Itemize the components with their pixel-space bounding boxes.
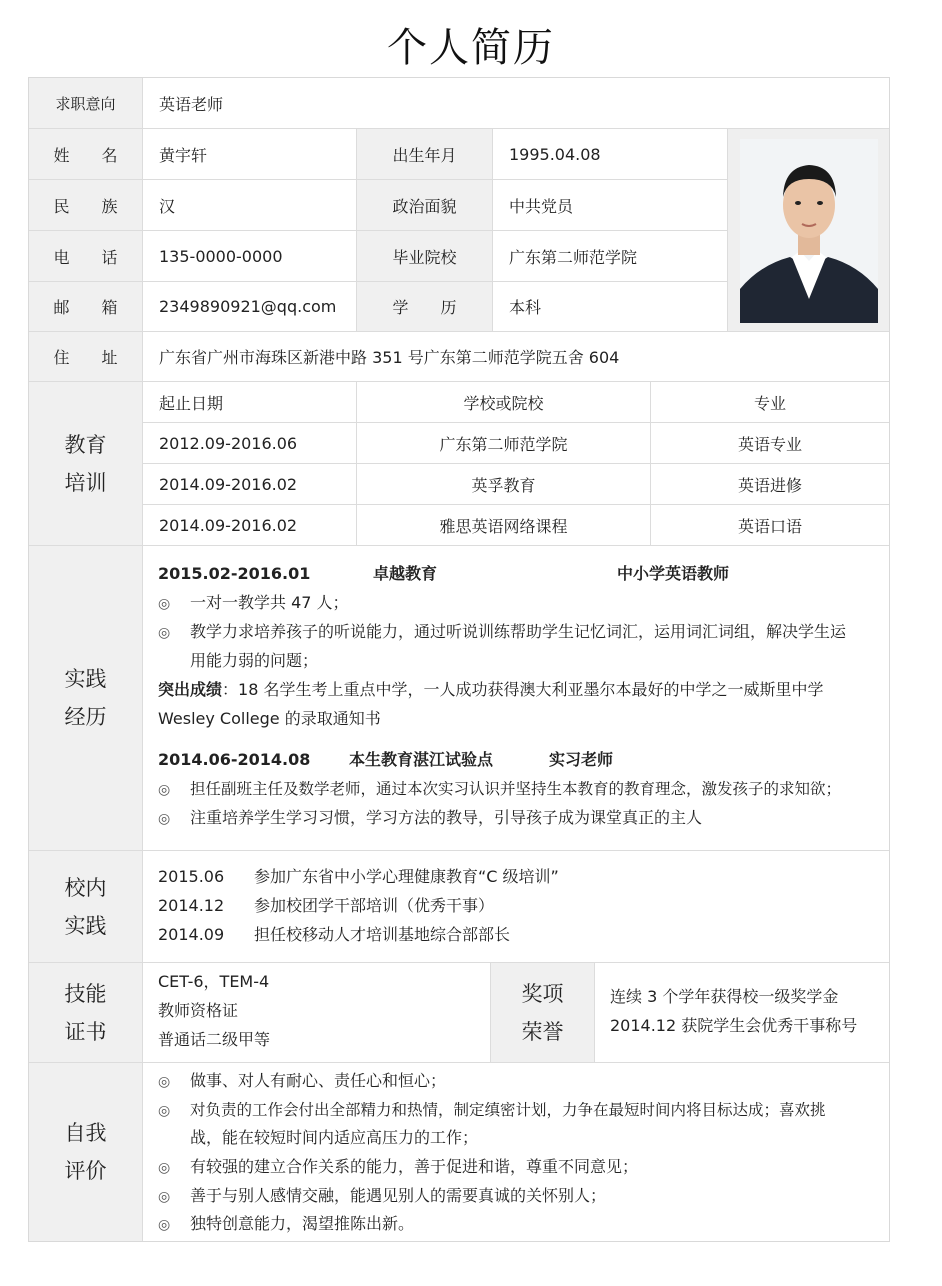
- job1-org: 卓越教育: [373, 564, 438, 583]
- achievement-line: 突出成绩：18 名学生考上重点中学，一人成功获得澳大利亚墨尔本最好的中学之一威斯里中学: [158, 680, 824, 699]
- edu-row-major: 英语口语: [651, 505, 889, 546]
- name-label: 姓 名: [29, 129, 143, 180]
- awards-content: [595, 963, 889, 1063]
- bullet-icon: ◎: [158, 782, 171, 798]
- photo-frame: [728, 129, 889, 332]
- skill-item: 普通话二级甲等: [158, 1030, 271, 1049]
- self-label-line1: 自我: [64, 1121, 107, 1145]
- resume-table: [28, 77, 890, 1242]
- self-label: [29, 1063, 143, 1241]
- bullet-icon: ◎: [158, 1189, 171, 1205]
- phone-value: 135-0000-0000: [143, 231, 357, 282]
- edu-row-school: 雅思英语网络课程: [357, 505, 651, 546]
- profile-photo: [740, 139, 878, 323]
- job2-org: 本生教育湛江试验点: [349, 750, 494, 769]
- school-value: 广东第二师范学院: [493, 231, 728, 282]
- address-label: 住 址: [29, 332, 143, 382]
- objective-value: 英语老师: [143, 78, 889, 129]
- campus-label-line1: 校内: [64, 875, 107, 900]
- list-item: ◎ 教学力求培养孩子的听说能力，通过听说训练帮助学生记忆词汇，运用词汇词组，解决学生运: [158, 618, 846, 647]
- ethnic-value: 汉: [143, 180, 357, 231]
- practice-label-line2: 经历: [64, 705, 107, 729]
- phone-label: 电 话: [29, 231, 143, 282]
- page-title: 个人简历: [387, 25, 555, 71]
- objective-label: 求职意向: [29, 78, 143, 129]
- campus-text: 参加广东省中小学心理健康教育“C 级培训”: [254, 867, 559, 886]
- bullet-icon: ◎: [158, 625, 171, 641]
- edu-header-school: 学校或院校: [357, 382, 651, 423]
- political-label: 政治面貌: [357, 180, 493, 231]
- list-item: ◎ 一对一教学共 47 人；: [158, 589, 349, 618]
- job2-role: 实习老师: [549, 750, 614, 769]
- skills-content: [143, 963, 491, 1063]
- list-item: ◎ 对负责的工作会付出全部精力和热情，制定缜密计划，力争在最短时间内将目标达成；喜欢挑: [158, 1096, 826, 1125]
- campus-label: [29, 851, 143, 963]
- bullet-icon: ◎: [158, 596, 171, 612]
- awards-label-line1: 奖项: [521, 981, 564, 1006]
- campus-date: 2014.09: [158, 925, 225, 944]
- email-label: 邮 箱: [29, 282, 143, 332]
- edu-row-date: 2014.09-2016.02: [143, 464, 357, 505]
- campus-content: [143, 851, 889, 963]
- bullet-icon: ◎: [158, 1103, 171, 1119]
- degree-label: 学 历: [357, 282, 493, 332]
- campus-date: 2015.06: [158, 867, 225, 886]
- bullet-icon: ◎: [158, 811, 171, 827]
- list-item: ◎ 注重培养学生学习习惯，学习方法的教导，引导孩子成为课堂真正的主人: [158, 804, 702, 833]
- bullet-icon: ◎: [158, 1217, 171, 1233]
- campus-label-line2: 实践: [64, 913, 107, 938]
- edu-row-school: 英孚教育: [357, 464, 651, 505]
- edu-row-date: 2012.09-2016.06: [143, 423, 357, 464]
- list-item: ◎ 善于与别人感情交融，能遇见别人的需要真诚的关怀别人；: [158, 1182, 606, 1211]
- practice-label-line1: 实践: [64, 667, 107, 691]
- list-item-continuation: 战，能在较短时间内适应高压力的工作；: [190, 1128, 479, 1147]
- email-value: 2349890921@qq.com: [143, 282, 357, 332]
- bullet-icon: ◎: [158, 1160, 171, 1176]
- skill-item: 教师资格证: [158, 1001, 239, 1020]
- job2-period: 2014.06-2014.08: [158, 750, 311, 769]
- job1-period: 2015.02-2016.01: [158, 564, 311, 583]
- edu-row-school: 广东第二师范学院: [357, 423, 651, 464]
- list-item: ◎ 有较强的建立合作关系的能力，善于促进和谐，尊重不同意见；: [158, 1153, 638, 1182]
- achievement-line-2: Wesley College 的录取通知书: [158, 709, 381, 728]
- skills-label-line1: 技能: [64, 981, 107, 1006]
- education-label: [29, 382, 143, 546]
- campus-text: 担任校移动人才培训基地综合部部长: [254, 925, 511, 944]
- list-item: ◎ 担任副班主任及数学老师，通过本次实习认识并坚持生本教育的教育理念，激发孩子的求知欲；: [158, 775, 841, 804]
- address-value: 广东省广州市海珠区新港中路 351 号广东第二师范学院五舍 604: [143, 332, 889, 382]
- birth-value: 1995.04.08: [493, 129, 728, 180]
- list-item-continuation: 用能力弱的问题；: [190, 651, 319, 670]
- awards-label: [491, 963, 595, 1063]
- campus-text: 参加校团学干部培训（优秀干事）: [254, 896, 495, 915]
- birth-label: 出生年月: [357, 129, 493, 180]
- skills-label-line2: 证书: [64, 1019, 107, 1044]
- skill-item: CET-6，TEM-4: [158, 972, 270, 991]
- self-content: [143, 1063, 889, 1241]
- practice-content: [143, 546, 889, 851]
- bullet-icon: ◎: [158, 1074, 171, 1090]
- ethnic-label: 民 族: [29, 180, 143, 231]
- practice-label: [29, 546, 143, 851]
- school-label: 毕业院校: [357, 231, 493, 282]
- awards-label-line2: 荣誉: [521, 1019, 564, 1044]
- job1-role: 中小学英语教师: [617, 564, 730, 583]
- self-label-line2: 评价: [64, 1159, 107, 1183]
- award-item: 连续 3 个学年获得校一级奖学金: [610, 987, 839, 1006]
- list-item: ◎ 做事、对人有耐心、责任心和恒心；: [158, 1067, 446, 1096]
- edu-row-date: 2014.09-2016.02: [143, 505, 357, 546]
- award-item: 2014.12 获院学生会优秀干事称号: [610, 1016, 858, 1035]
- edu-row-major: 英语专业: [651, 423, 889, 464]
- education-label-line2: 培训: [64, 470, 107, 495]
- skills-label: [29, 963, 143, 1063]
- list-item: ◎ 独特创意能力，渴望推陈出新。: [158, 1210, 414, 1239]
- edu-row-major: 英语进修: [651, 464, 889, 505]
- political-value: 中共党员: [493, 180, 728, 231]
- education-label-line1: 教育: [64, 432, 107, 457]
- campus-date: 2014.12: [158, 896, 225, 915]
- edu-header-major: 专业: [651, 382, 889, 423]
- degree-value: 本科: [493, 282, 728, 332]
- edu-header-date: 起止日期: [143, 382, 357, 423]
- name-value: 黄宇轩: [143, 129, 357, 180]
